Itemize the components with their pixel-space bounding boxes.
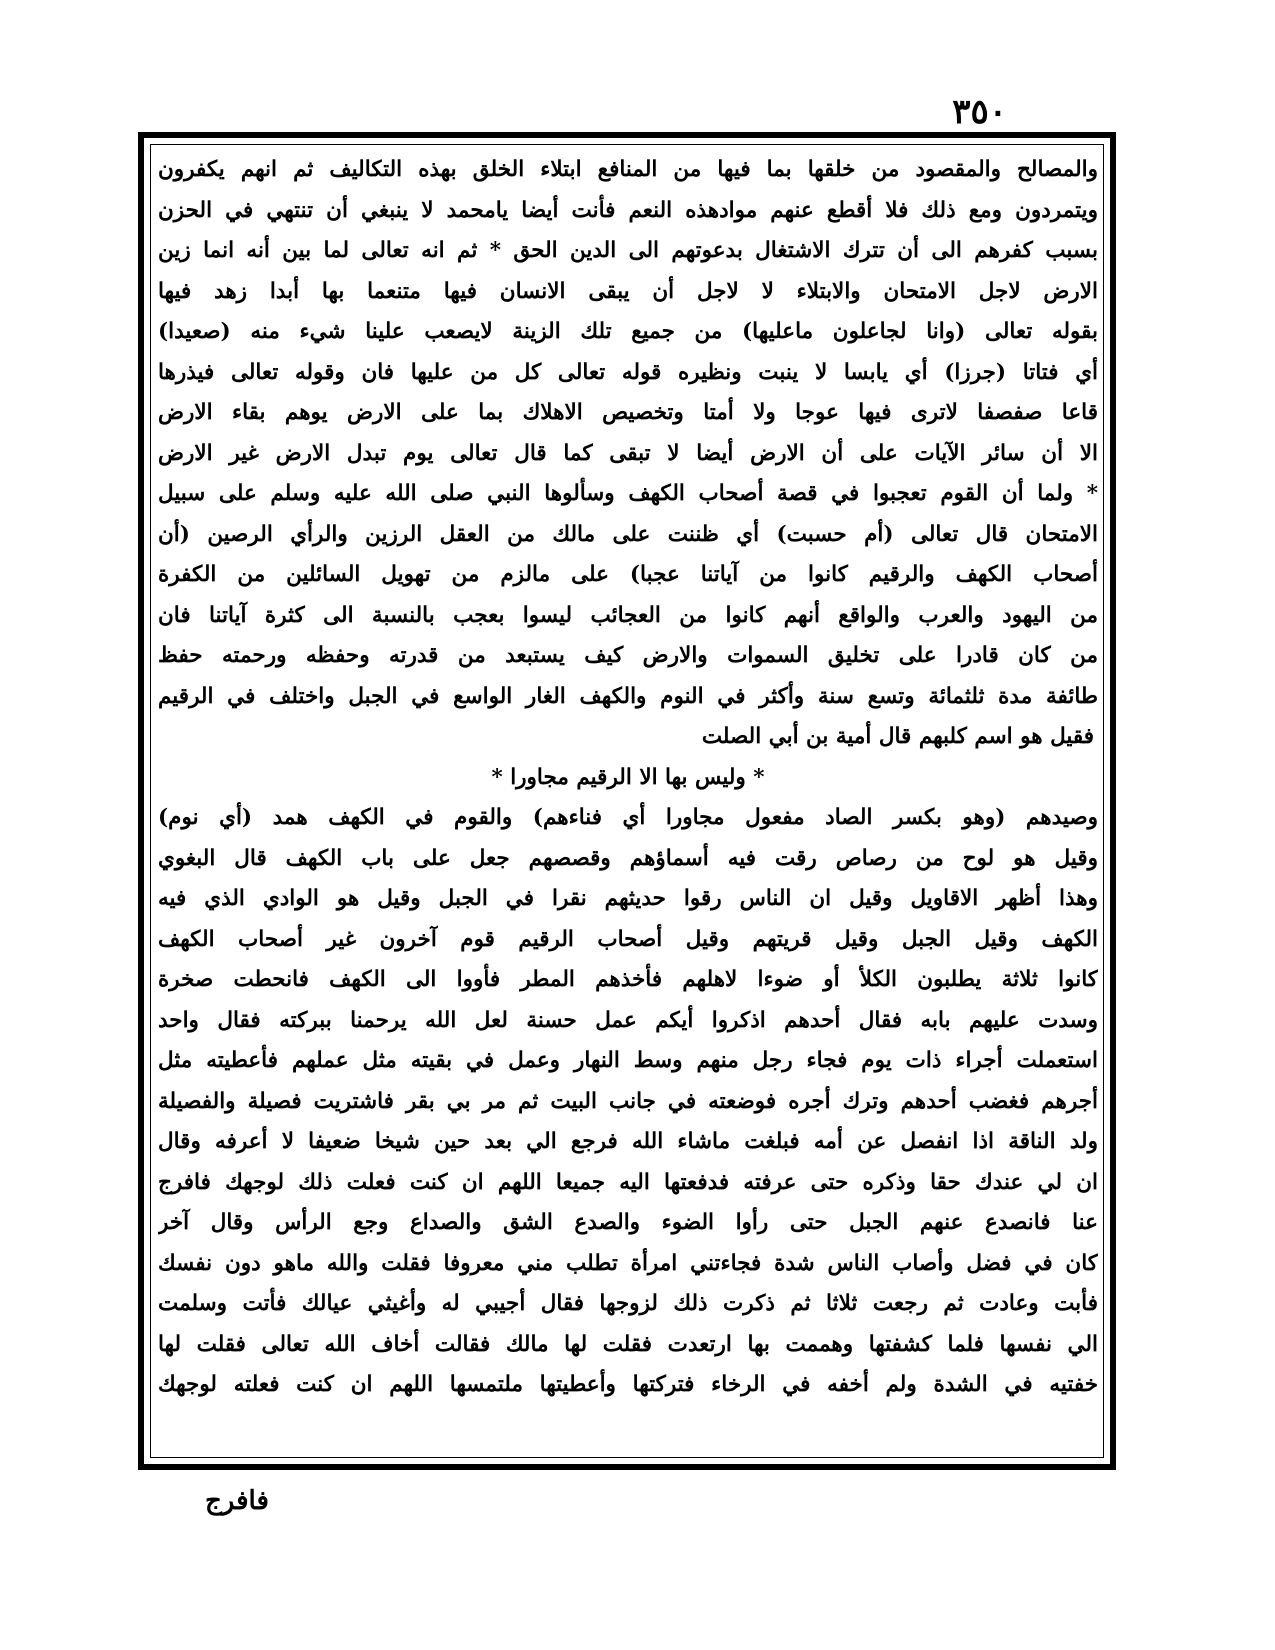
page-number: ٣٥٠ [952, 92, 1007, 132]
text-line: فقيل هو اسم كلبهم قال أمية بن أبي الصلت [701, 724, 1094, 749]
text-line: كان في فضل وأصاب الناس شدة فجاءتني امرأة تطلب مني معروفا فقلت والله ماهو دون نفسك [158, 1250, 1098, 1276]
text-line: الكهف وقيل الجبل وقيل قريتهم وقيل أصحاب الرقيم قوم آخرون غير أصحاب الكهف [158, 926, 1098, 952]
text-line: وهذا أظهر الاقاويل وقيل ان الناس رقوا حديثهم نقرا في الجبل وقيل هو الوادي الذي فيه [158, 886, 1098, 911]
text-line: والمصالح والمقصود من خلقها بما فيها من المنافع ابتلاء الخلق بهذه التكاليف ثم انهم يكفرون [158, 157, 1098, 182]
text-line: * ولما أن القوم تعجبوا في قصة أصحاب الكهف وسألوها النبي صلى الله عليه وسلم على سبيل [158, 481, 1098, 506]
text-line: كانوا ثلاثة يطلبون الكلأ أو ضوءا لاهلهم فأخذهم المطر فأووا الى الكهف فانحطت صخرة [158, 967, 1098, 992]
text-line: أصحاب الكهف والرقيم كانوا من آياتنا عجبا) على مالزم من تهويل السائلين من الكفرة [158, 562, 1098, 587]
text-line: وقيل هو لوح من رصاص رقت فيه أسماؤهم وقصصهم جعل على باب الكهف قال البغوي [158, 845, 1098, 871]
text-line: ويتمردون ومع ذلك فلا أقطع عنهم موادهذه النعم فأنت أيضا يامحمد لا ينبغي أن تنتهي في الحزن [158, 197, 1098, 223]
text-line: من كان قادرا على تخليق السموات والارض كيف يستبعد من قدرته وحفظه ورحمته حفظ [158, 643, 1098, 668]
text-line: من اليهود والعرب والواقع أنهم كانوا من العجائب ليسوا بعجب بالنسبة الى كثرة آياتنا فان [158, 602, 1098, 628]
text-line: عنا فانصدع عنهم الجبل حتى رأوا الضوء والصدع الشق والصداع وجع الرأس وقال آخر [158, 1210, 1098, 1235]
text-line: بسبب كفرهم الى أن تترك الاشتغال بدعوتهم الى الدين الحق * ثم انه تعالى لما بين أنه انما زين [158, 238, 1098, 263]
text-line: وسدت عليهم بابه فقال أحدهم اذكروا أيكم عمل حسنة لعل الله يرحمنا ببركته فقال واحد [158, 1007, 1098, 1033]
text-line: ان لي عندك حقا وذكره حتى عرفته فدفعتها اليه جميعا اللهم ان كنت فعلت ذلك لوجهك فافرج [158, 1169, 1098, 1195]
text-line: فأبت وعادت ثم رجعت ثلاثا ثم ذكرت ذلك لزوجها فقال أجيبي له وأغيثي عيالك فأتت وسلمت [158, 1291, 1098, 1316]
text-line: أي فتاتا (جرزا) أي يابسا لا ينبت ونظيره قوله تعالى كل من عليها فان وقوله تعالى فيذرها [158, 359, 1098, 385]
text-line: استعملت أجراء ذات يوم فجاء رجل منهم وسط النهار وعمل في بقيته مثل عملهم فأعطيته مثل [158, 1048, 1098, 1073]
text-line: بقوله تعالى (وانا لجاعلون ماعليها) من جميع تلك الزينة لايصعب علينا شيء منه (صعيدا) [158, 319, 1098, 344]
catchword: فافرج [205, 1486, 269, 1516]
text-line: * وليس بها الا الرقيم مجاورا * [491, 764, 765, 790]
text-line: الا أن سائر الآيات على أن الارض أيضا لا تبقى كما قال تعالى يوم تبدل الارض غير الارض [158, 440, 1098, 466]
text-line: الارض لاجل الامتحان والابتلاء لا لاجل أن يبقى الانسان فيها متنعما بها أبدا زهد فيها [158, 278, 1098, 304]
text-line: ولد الناقة اذا انفصل عن أمه فبلغت ماشاء الله فرجع الي بعد حين شيخا ضعيفا لا أعرفه وقال [158, 1129, 1098, 1154]
text-line: طائفة مدة ثلثمائة وتسع سنة وأكثر في النوم والكهف الغار الواسع في الجبل واختلف في الرقيم [158, 683, 1098, 709]
text-line: أجرهم فغضب أحدهم وترك أجره فوضعته في جانب البيت ثم مر بي بقر فاشتريت فصيلة والفصيلة [158, 1088, 1098, 1114]
text-line: قاعا صفصفا لاترى فيها عوجا ولا أمتا وتخصيص الاهلاك بما على الارض يوهم بقاء الارض [158, 400, 1098, 425]
text-line: الي نفسها فلما كشفتها وهممت بها ارتعدت فقلت لها مالك فقالت أخاف الله تعالى فقلت لها [158, 1331, 1098, 1357]
text-line: خفتيه في الشدة ولم أخفه في الرخاء فتركتها وأعطيتها ملتمسها اللهم ان كنت فعلته لوجهك [158, 1372, 1098, 1397]
text-block [158, 150, 1098, 1460]
text-line: وصيدهم (وهو بكسر الصاد مفعول مجاورا أي فناءهم) والقوم في الكهف همد (أي نوم) [158, 805, 1098, 830]
text-line: الامتحان قال تعالى (أم حسبت) أي ظننت على مالك من العقل الرزين والرأي الرصين (أن [158, 521, 1098, 547]
